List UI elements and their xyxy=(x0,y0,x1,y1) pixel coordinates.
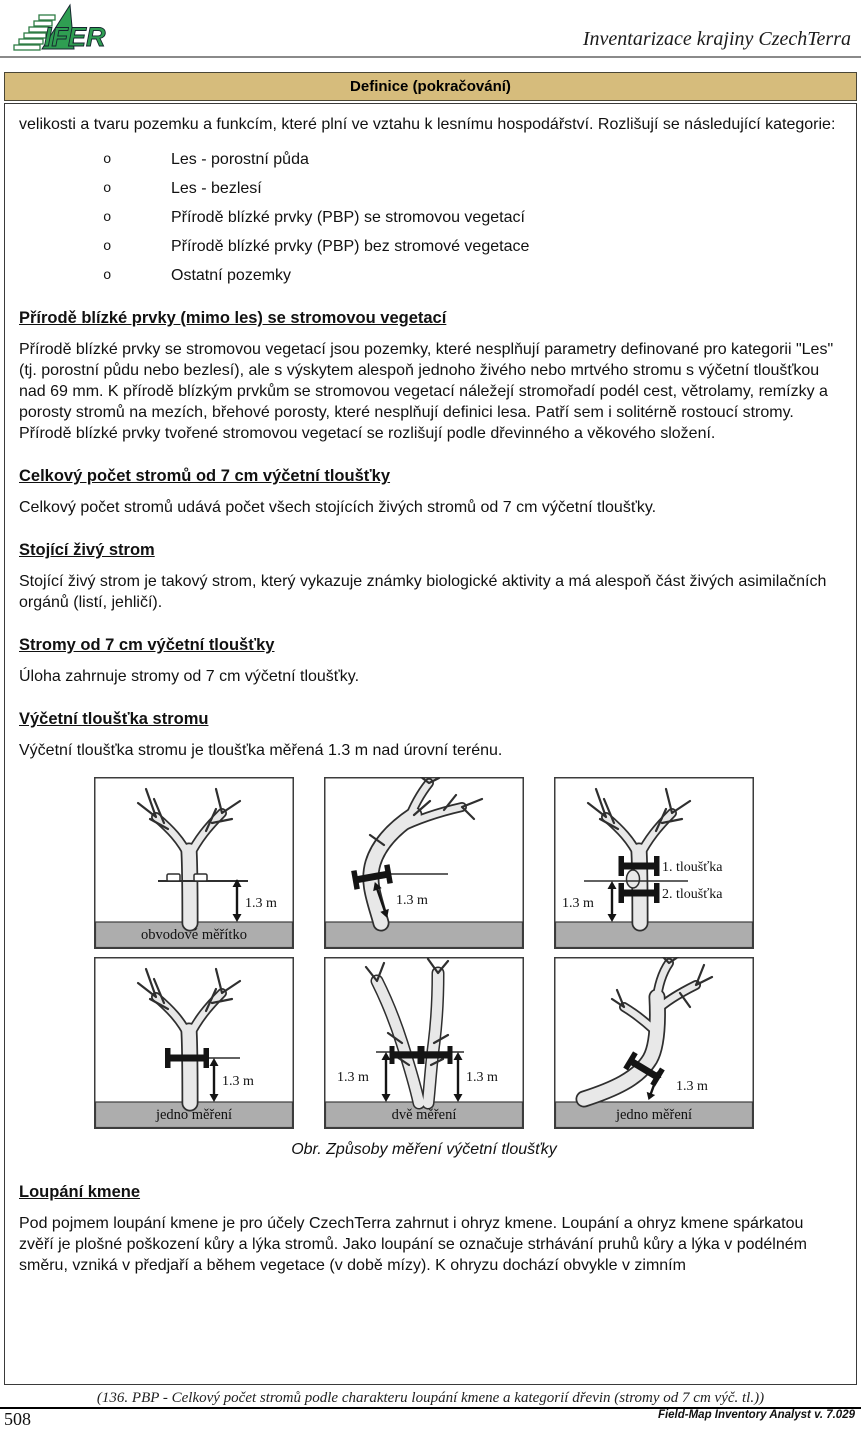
measure-label: 1.3 m xyxy=(222,1074,254,1089)
measure-label-left: 1.3 m xyxy=(337,1070,369,1085)
content-box xyxy=(4,103,857,1385)
figure xyxy=(94,777,754,1160)
bullet-marker: o xyxy=(103,268,112,284)
definitions-title-label: Definice (pokračování) xyxy=(350,78,511,95)
list-item xyxy=(19,265,842,286)
section-paragraph-loupani-kmene: Pod pojmem loupání kmene je pro účely CzechTerra zahrnut i ohryz kmene. Loupání a ohryz kmene spárkatou zvěří je plošné poškození kůry a lýka stromů. Jako loupání se označuje strhávání pruhů kůry a lýka v podélném směru, vzniká v předjaří a během vegetace (v době mízy). K ohryzu dochází obvykle v zimním xyxy=(19,1215,807,1274)
measurement-panel-two-diameters xyxy=(554,777,754,949)
measure-label-right: 1.3 m xyxy=(466,1070,498,1085)
section-heading-vycetni-tloustka: Výčetní tloušťka stromu xyxy=(19,710,209,728)
section-heading-pbp: Přírodě blízké prvky (mimo les) se stromovou vegetací xyxy=(19,309,447,327)
bullet-marker: o xyxy=(103,181,112,197)
measure-label: 1.3 m xyxy=(562,896,594,911)
section-paragraph-stojici-zivy-strom: Stojící živý strom je takový strom, který vykazuje známky biologické aktivity a má alespoň část živých asimilačních orgánů (listí, jehličí). xyxy=(19,573,827,611)
bullet-label: Les - bezlesí xyxy=(171,180,262,197)
measurement-panel-circumference xyxy=(94,777,294,949)
tape-buckle xyxy=(194,874,207,881)
footer-reference: (136. PBP - Celkový počet stromů podle charakteru loupání kmene a kategorií dřevin (stromy od 7 cm výč. tl.)) xyxy=(96,1390,765,1406)
ground-band-label: jedno měření xyxy=(615,1107,693,1123)
bullet-label: Les - porostní půda xyxy=(171,151,309,168)
ground-band-label: obvodové měřítko xyxy=(141,927,247,943)
intro-paragraph: velikosti a tvaru pozemku a funkcím, které plní ve vztahu k lesnímu hospodářství. Rozlišují se následující kategorie: xyxy=(19,116,836,133)
measurement-panel-forked-tree xyxy=(324,957,524,1129)
section-heading-stromy-od-7cm: Stromy od 7 cm výčetní tloušťky xyxy=(19,636,275,654)
section-paragraph-stromy-od-7cm: Úloha zahrnuje stromy od 7 cm výčetní tloušťky. xyxy=(19,668,360,685)
bullet-label: Přírodě blízké prvky (PBP) se stromovou vegetací xyxy=(171,209,525,226)
logo-letters: IFER xyxy=(44,22,106,52)
bullet-marker: o xyxy=(103,239,112,255)
category-bullet-list xyxy=(19,149,842,286)
list-item xyxy=(19,178,842,199)
trunk-bump xyxy=(627,870,640,888)
ground-band xyxy=(556,922,753,948)
measure-label: 1.3 m xyxy=(676,1079,708,1094)
list-item xyxy=(19,236,842,257)
tape-buckle xyxy=(167,874,180,881)
ground-band xyxy=(326,922,523,948)
bullet-label: Přírodě blízké prvky (PBP) bez stromové vegetace xyxy=(171,238,530,255)
definitions-title-bar xyxy=(4,72,857,101)
diameter-label-2: 2. tloušťka xyxy=(662,887,723,902)
section-heading-loupani-kmene: Loupání kmene xyxy=(19,1183,141,1201)
ifer-logo-graphic xyxy=(12,3,117,55)
ifer-logo xyxy=(12,3,117,60)
section-paragraph-vycetni-tloustka: Výčetní tloušťka stromu je tloušťka měřená 1.3 m nad úrovní terénu. xyxy=(19,742,503,759)
list-item xyxy=(19,207,842,228)
bullet-marker: o xyxy=(103,210,112,226)
measurement-panel-single-measure xyxy=(94,957,294,1129)
list-item xyxy=(19,149,842,170)
measurement-panel-curved-base xyxy=(554,957,754,1129)
header-rule xyxy=(0,56,861,58)
measurement-panel-leaning-tree xyxy=(324,777,524,949)
ground-band-label: dvě měření xyxy=(391,1107,457,1123)
ground-band-label: jedno měření xyxy=(155,1107,233,1123)
bullet-marker: o xyxy=(103,152,112,168)
measure-label: 1.3 m xyxy=(245,896,277,911)
app-version: Field-Map Inventory Analyst v. 7.029 xyxy=(657,1409,855,1421)
section-heading-celkovy-pocet: Celkový počet stromů od 7 cm výčetní tloušťky xyxy=(19,467,391,485)
section-paragraph-celkovy-pocet: Celkový počet stromů udává počet všech stojících živých stromů od 7 cm výčetní tloušťky. xyxy=(19,499,657,516)
section-heading-stojici-zivy-strom: Stojící živý strom xyxy=(19,541,155,559)
bullet-label: Ostatní pozemky xyxy=(171,267,292,284)
section-paragraph-pbp: Přírodě blízké prvky se stromovou vegetací jsou pozemky, které nesplňují parametry definované pro kategorii "Les" (tj. porostní půdu nebo bezlesí), ale s výskytem alespoň jednoho živého nebo mrtvého stromu s výčetní tloušťkou nad 69 mm. K přírodě blízkým prvkům se stromovou vegetací náležejí stromořadí podél cest, větrolamy, remízky a porosty stromů na mezích, břehové porosty, které nesplňují definici lesa. Patří sem i solitérně rostoucí stromy. Přírodě blízké prvky tvořené stromovou vegetací se rozlišují podle dřevinného a věkového složení. xyxy=(19,341,834,442)
measure-label: 1.3 m xyxy=(396,893,428,908)
diameter-label-1: 1. tloušťka xyxy=(662,860,723,875)
figure-grid xyxy=(94,777,754,1129)
journal-title: Inventarizace krajiny CzechTerra xyxy=(582,28,851,50)
figure-caption: Obr. Způsoby měření výčetní tloušťky xyxy=(291,1141,557,1158)
page-number: 508 xyxy=(4,1409,31,1429)
